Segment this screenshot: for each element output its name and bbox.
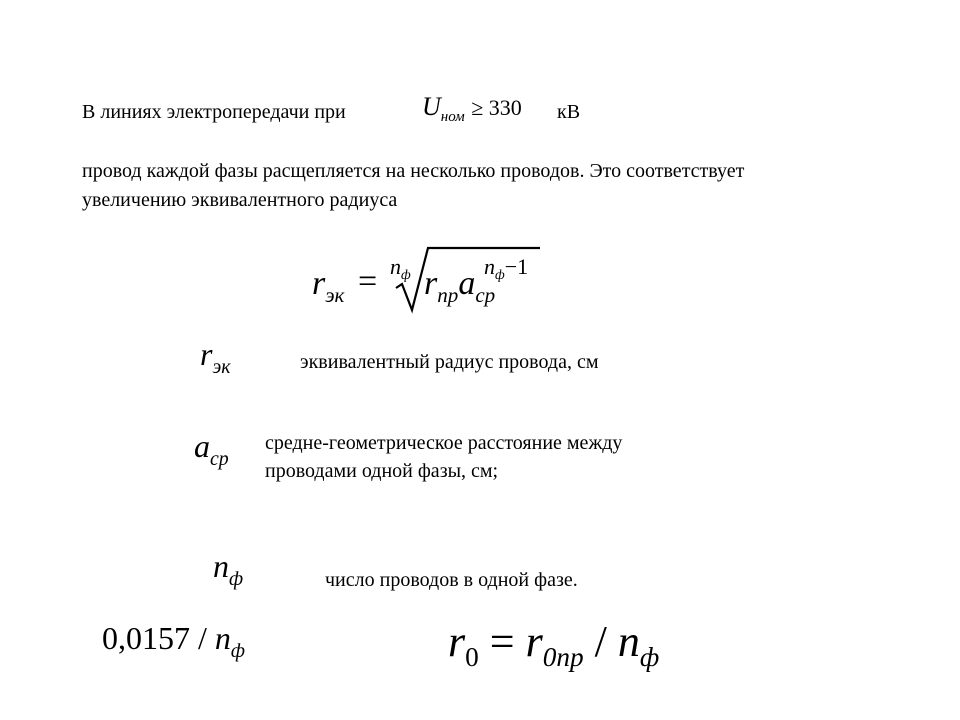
bottom-left-n: n — [214, 620, 231, 656]
bottom-left-expression — [102, 620, 245, 662]
formula-equals: = — [358, 263, 378, 300]
radicand-a: a — [458, 265, 476, 302]
radicand-r: r — [424, 265, 438, 302]
bottom-n-sub: ф — [639, 642, 660, 673]
root-index-sub: ф — [401, 267, 411, 283]
bottom-equals: = — [489, 617, 515, 666]
u-subscript: ном — [440, 108, 465, 125]
def-text-acp-line-1: средне-геометрическое расстояние между — [265, 432, 623, 454]
def-symbol-rek — [200, 336, 231, 378]
def-symbol-nf — [213, 548, 244, 590]
paragraph-line-1: провод каждой фазы расщепляется на несколько проводов. Это соответствует — [82, 160, 745, 182]
def-symbol-nf-letter: n — [213, 548, 229, 584]
radicand-r-sub: пр — [437, 283, 459, 307]
root-index-n: n — [390, 254, 401, 279]
radicand-a-sub: ср — [475, 283, 496, 307]
def-symbol-acp-sub: ср — [210, 447, 229, 470]
bottom-n: n — [617, 617, 640, 666]
def-symbol-acp — [194, 428, 229, 470]
exponent-sub: ф — [495, 267, 505, 283]
exponent — [484, 254, 529, 283]
paragraph-line-2: увеличению эквивалентного радиуса — [82, 189, 398, 211]
bottom-r0-sub: 0 — [465, 642, 479, 673]
exponent-minus-one: −1 — [504, 254, 529, 279]
bottom-r0: r — [448, 617, 466, 666]
bottom-formula — [448, 616, 660, 673]
formula-lhs-r: r — [312, 265, 326, 302]
bottom-left-sub: ф — [230, 639, 245, 662]
unit-kv: кВ — [557, 101, 581, 123]
bottom-r0pr-sub: 0пр — [542, 642, 584, 673]
def-symbol-rek-sub: эк — [212, 355, 231, 378]
def-text-acp-line-2: проводами одной фазы, см; — [265, 460, 499, 482]
def-text-rek: эквивалентный радиус провода, см — [300, 351, 599, 373]
intro-prefix: В линиях электропередачи при — [82, 101, 346, 123]
formula-lhs — [312, 265, 345, 307]
u-relation: ≥ 330 — [471, 95, 522, 120]
voltage-condition — [422, 92, 522, 125]
bottom-left-prefix: 0,0157 / — [102, 620, 207, 656]
formula-lhs-sub: эк — [325, 283, 345, 307]
def-symbol-rek-letter: r — [200, 336, 213, 372]
u-symbol: U — [422, 92, 441, 121]
bottom-r0pr: r — [525, 617, 543, 666]
exponent-n: n — [484, 254, 495, 279]
def-symbol-nf-sub: ф — [229, 567, 244, 590]
def-symbol-acp-letter: a — [194, 428, 210, 464]
def-text-nf: число проводов в одной фазе. — [325, 569, 578, 591]
bottom-slash: / — [594, 617, 607, 666]
